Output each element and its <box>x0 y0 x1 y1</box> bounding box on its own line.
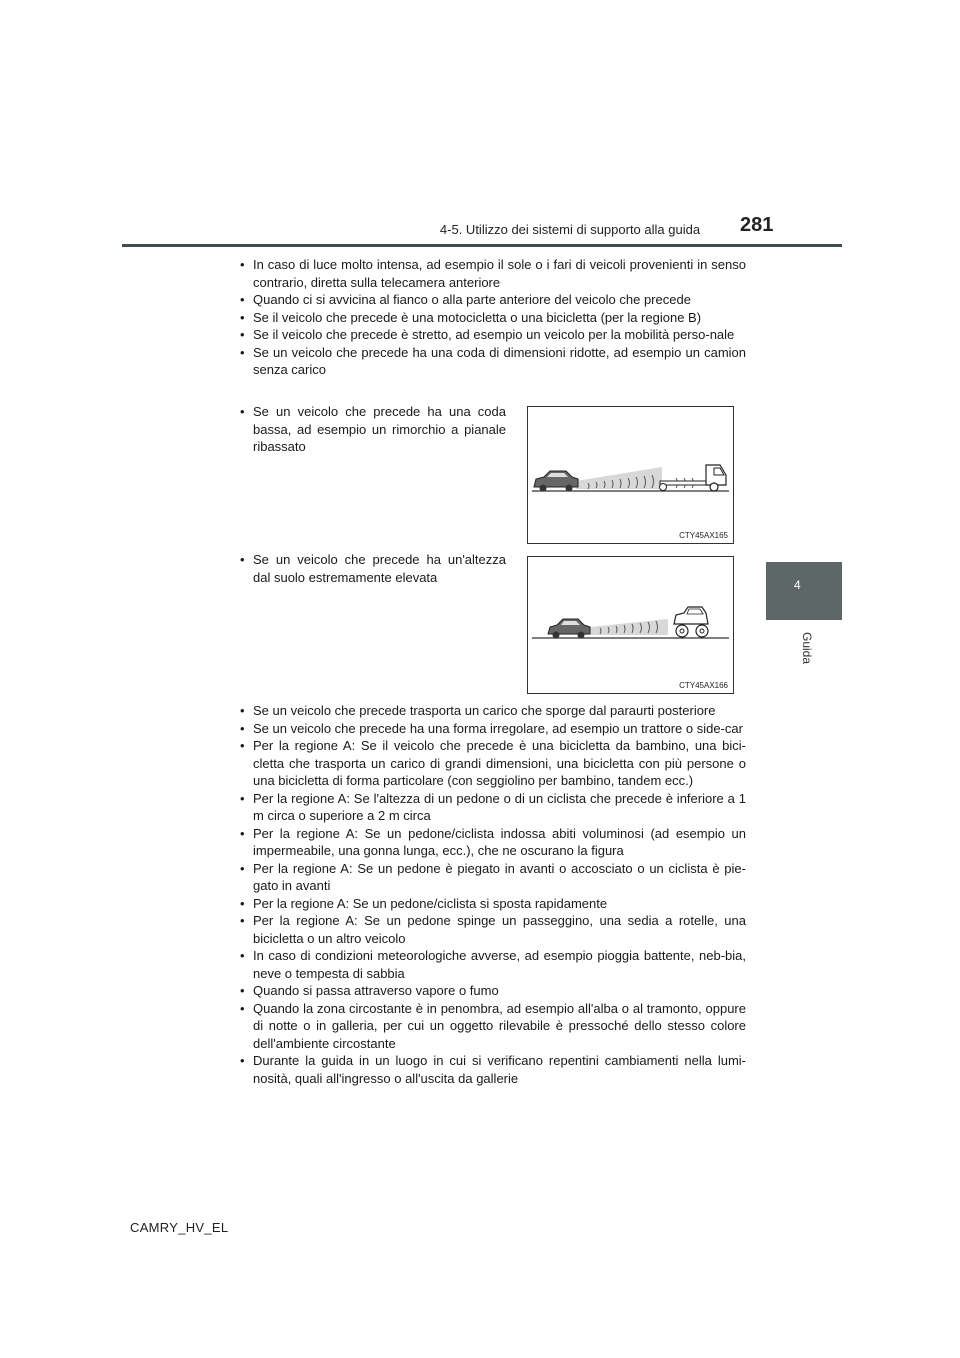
bullet-list-bottom <box>240 702 746 1087</box>
list-item: • Se un veicolo che precede ha una coda bassa, ad esempio un rimorchio a pianale ribassato <box>240 403 506 456</box>
model-code: CAMRY_HV_EL <box>130 1220 229 1235</box>
list-item: • Per la regione A: Se un pedone spinge un passeggino, una sedia a rotelle, una bicicletta o un altro veicolo <box>240 912 746 947</box>
figure-caption-1 <box>240 403 506 456</box>
list-item: • Per la regione A: Se un pedone/ciclista si sposta rapidamente <box>240 895 746 913</box>
list-item: • Quando si passa attraverso vapore o fumo <box>240 982 746 1000</box>
bullet-list-top <box>240 256 746 379</box>
list-item: • In caso di luce molto intensa, ad esempio il sole o i fari di veicoli provenienti in senso contrario, diretta sulla telecamera anteriore <box>240 256 746 291</box>
figure-code: CTY45AX165 <box>679 531 728 540</box>
list-item: • Se un veicolo che precede ha una forma irregolare, ad esempio un trattore o side-car <box>240 720 746 738</box>
section-title: 4-5. Utilizzo dei sistemi di supporto alla guida <box>439 222 701 237</box>
chapter-number: 4 <box>794 578 801 592</box>
list-item: • Quando la zona circostante è in penombra, ad esempio all'alba o al tramonto, oppure di notte o in galleria, per cui un oggetto rilevabile è pressoché dello stesso colore dell'ambiente circostante <box>240 1000 746 1053</box>
illustration-high-clearance <box>527 556 734 694</box>
header-divider <box>122 244 842 247</box>
list-item: • Per la regione A: Se un pedone è piegato in avanti o accosciato o un ciclista è pie-gato in avanti <box>240 860 746 895</box>
list-item: • In caso di condizioni meteorologiche avverse, ad esempio pioggia battente, neb-bia, neve o tempesta di sabbia <box>240 947 746 982</box>
figure-code: CTY45AX166 <box>679 681 728 690</box>
figure-caption-2 <box>240 551 506 586</box>
list-item: • Se un veicolo che precede ha un'altezza dal suolo estremamente elevata <box>240 551 506 586</box>
chapter-tab[interactable] <box>766 562 842 620</box>
list-item: • Quando ci si avvicina al fianco o alla parte anteriore del veicolo che precede <box>240 291 746 309</box>
list-item: • Per la regione A: Se il veicolo che precede è una bicicletta da bambino, una bici-cletta che trasporta un carico di grandi dimensioni, una bicicletta con più persone o una bicicletta di forma particolare (con seggiolino per bambino, tandem ecc.) <box>240 737 746 790</box>
list-item: • Durante la guida in un luogo in cui si verificano repentini cambiamenti nella lumi-nosità, quali all'ingresso o all'uscita da gallerie <box>240 1052 746 1087</box>
list-item: • Per la regione A: Se l'altezza di un pedone o di un ciclista che precede è inferiore a 1 m circa o superiore a 2 m circa <box>240 790 746 825</box>
list-item: • Per la regione A: Se un pedone/ciclista indossa abiti voluminosi (ad esempio un impermeabile, una gonna lunga, ecc.), che ne oscurano la figura <box>240 825 746 860</box>
list-item: • Se un veicolo che precede trasporta un carico che sporge dal paraurti posteriore <box>240 702 746 720</box>
page-number: 281 <box>740 214 774 236</box>
chapter-name: Guida <box>800 632 814 665</box>
list-item: • Se il veicolo che precede è una motocicletta o una bicicletta (per la regione B) <box>240 309 746 327</box>
illustration-graphic <box>528 407 733 543</box>
illustration-graphic <box>528 557 733 693</box>
list-item: • Se un veicolo che precede ha una coda di dimensioni ridotte, ad esempio un camion senza carico <box>240 344 746 379</box>
illustration-low-trailer <box>527 406 734 544</box>
list-item: • Se il veicolo che precede è stretto, ad esempio un veicolo per la mobilità perso-nale <box>240 326 746 344</box>
